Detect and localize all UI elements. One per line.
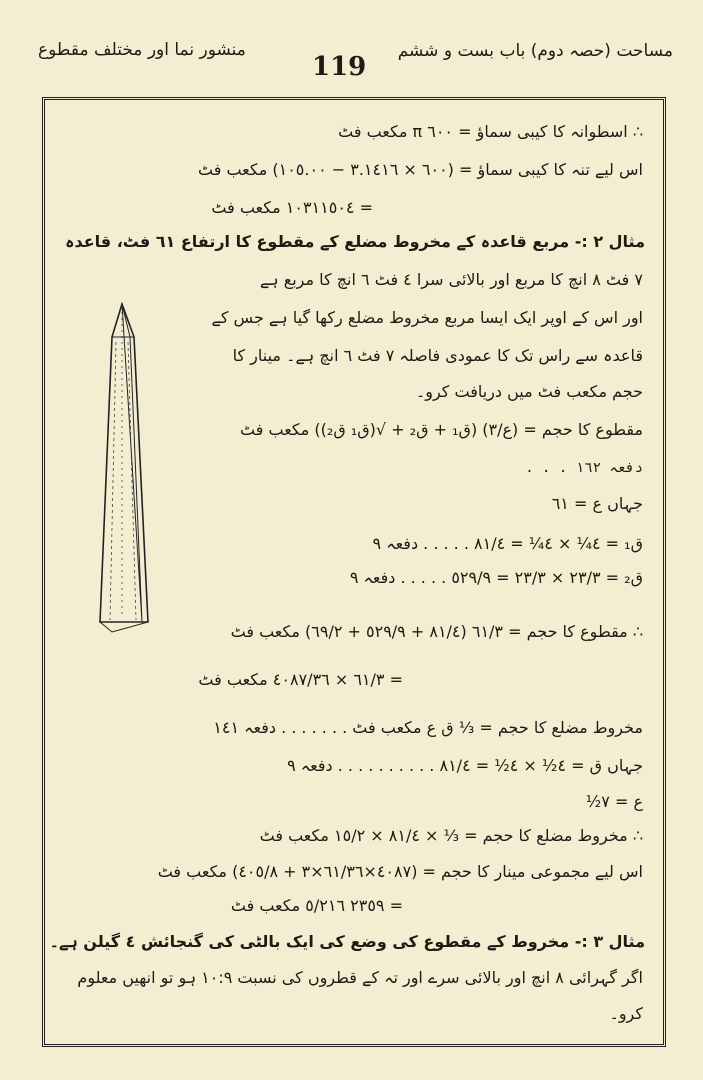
text-line: حجم مکعب فٹ میں دریافت کرو۔ — [415, 382, 643, 401]
obelisk-figure — [92, 302, 156, 642]
formula-line: مخروط مضلع کا حجم = ⅓ ق ع مکعب فٹ . . . . . . . دفعہ ١٤١ — [213, 718, 643, 737]
running-title-right: مساحت (حصہ دوم) باب بست و ششم — [397, 41, 673, 61]
text-line: اس لیے تنہ کا کیبی سماؤ = (٦٠٠ × ٣.١٤١٦ − ١٠٥.٠٠) مکعب فٹ — [198, 160, 643, 179]
running-title-left: منشور نما اور مختلف مقطوع — [38, 40, 246, 60]
text-line: قاعدہ سے راس تک کا عمودی فاصلہ ٧ فٹ ٦ انچ ہے۔ مینار کا — [232, 346, 643, 365]
example-heading: مثال ۳ :- مخروط کے مقطوع کی وضع کی ایک بالٹی کی گنجائش ٤ گیلن ہے۔ — [49, 932, 645, 951]
text-line: اگر گہرائی ٨ انچ اور بالائی سرے اور تہ کے قطروں کی نسبت ١٠:٩ ہو تو انھیں معلوم — [77, 968, 643, 987]
formula-line: ق₁ = ٤¼ × ٤¼ = ٨١/٤ . . . . . دفعہ ٩ — [372, 534, 643, 553]
formula-line: مقطوع کا حجم = (ع/٣) (ق₁ + ق₂ + √(ق₁ ق₂)) مکعب فٹ — [240, 420, 643, 439]
formula-line: ∴ مخروط مضلع کا حجم = ⅓ × ٨١/٤ × ١٥/٢ مکعب فٹ — [259, 826, 643, 845]
text-line: ∴ اسطوانہ کا کیبی سماؤ = ٦٠٠ π مکعب فٹ — [338, 122, 643, 141]
text-line: = ١٠٣١١٥٠٤ مکعب فٹ — [211, 198, 373, 217]
reference-line: دفعہ ١٦٢ . . . — [525, 460, 643, 476]
formula-line: = ٢٣٥٩ ٥/٢١٦ مکعب فٹ — [230, 896, 403, 915]
text-line: اور اس کے اوپر ایک ایسا مربع مخروط مضلع رکھا گیا ہے جس کے — [211, 308, 643, 327]
text-line: ٧ فٹ ٨ انچ کا مربع اور بالائی سرا ٤ فٹ ٦ انچ کا مربع ہے — [259, 270, 643, 289]
formula-line: ق₂ = ٢٣/٣ × ٢٣/٣ = ٥٢٩/٩ . . . . . دفعہ ٩ — [349, 568, 643, 587]
text-line: جہاں ع = ٦١ — [551, 494, 643, 513]
page-number: 119 — [312, 52, 367, 82]
example-heading: مثال ۲ :- مربع قاعدہ کے مخروط مضلع کے مقطوع کا ارتفاع ٦١ فٹ، قاعدہ — [65, 232, 645, 251]
formula-line: ∴ مقطوع کا حجم = ٦١/٣ (٨١/٤ + ٥٢٩/٩ + ٦٩/٢) مکعب فٹ — [230, 622, 643, 641]
formula-line: ع = ٧½ — [585, 792, 643, 811]
text-line: کرو۔ — [609, 1004, 643, 1023]
formula-line: اس لیے مجموعی مینار کا حجم = (٤٠٨٧×٦١/٣٦×٣ + ٤٠٥/٨) مکعب فٹ — [157, 862, 643, 881]
formula-line: = ٦١/٣ × ٤٠٨٧/٣٦ مکعب فٹ — [198, 670, 403, 689]
formula-line: جہاں ق = ٤½ × ٤½ = ٨١/٤ . . . . . . . . . . دفعہ ٩ — [287, 756, 643, 775]
